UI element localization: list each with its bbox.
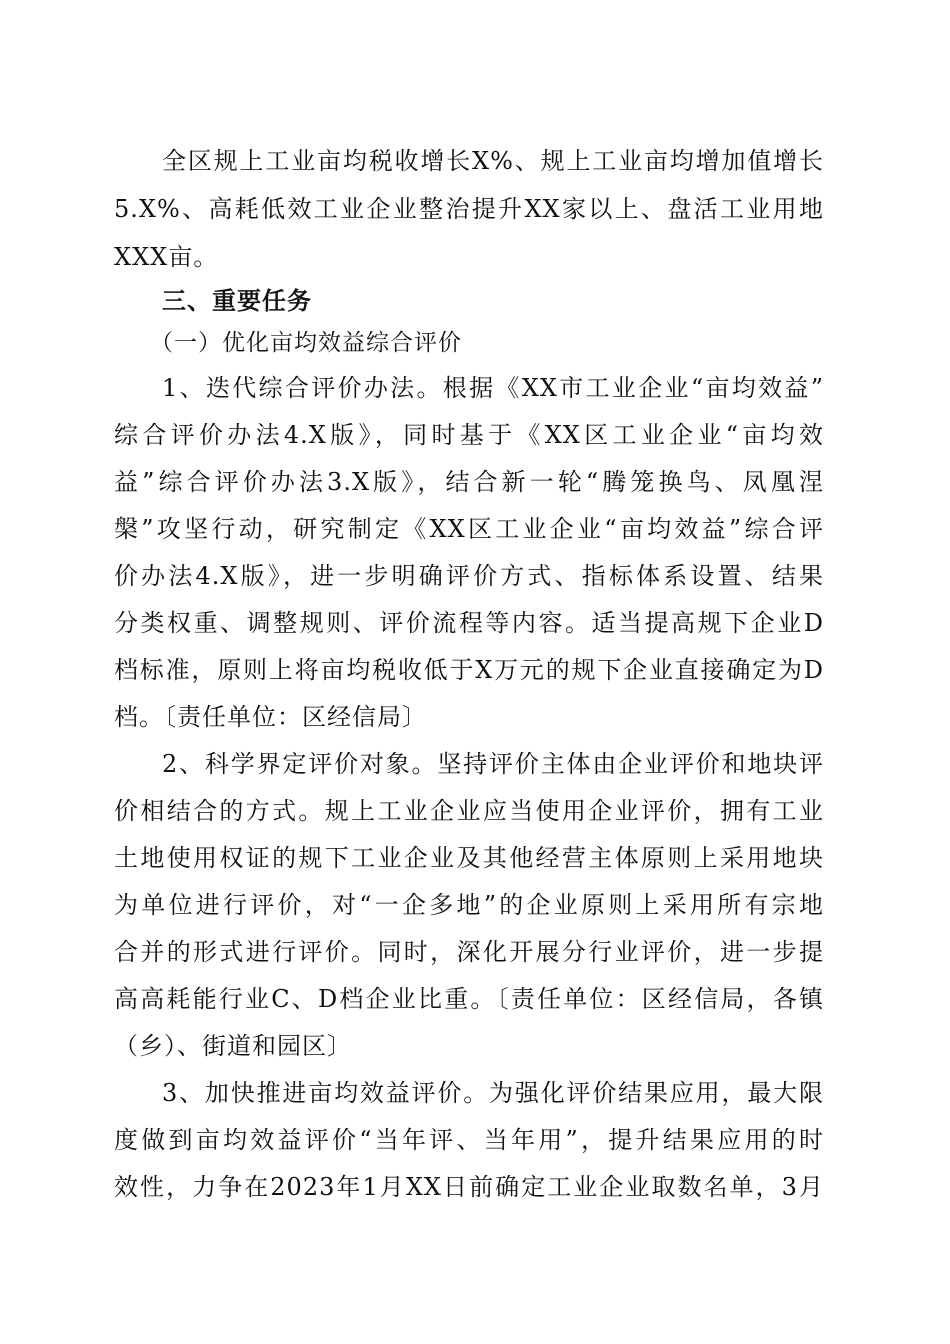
paragraph-line: 价相结合的方式。规上工业企业应当使用企业评价，拥有工业 — [114, 797, 824, 825]
paragraph-line: 合并的形式进行评价。同时，深化开展分行业评价，进一步提 — [114, 938, 824, 966]
paragraph-line: 效性，力争在2023年1月XX日前确定工业企业取数名单，3月 — [114, 1173, 824, 1201]
paragraph-line: 槃”攻坚行动，研究制定《XX区工业企业“亩均效益”综合评 — [114, 515, 824, 543]
paragraph-line: 益”综合评价办法3.X版》，结合新一轮“腾笼换鸟、凤凰涅 — [114, 468, 824, 496]
paragraph-line: 为单位进行评价，对“一企多地”的企业原则上采用所有宗地 — [114, 891, 824, 919]
subsection-heading: （一）优化亩均效益综合评价 — [150, 330, 462, 356]
paragraph-line: 土地使用权证的规下工业企业及其他经营主体原则上采用地块 — [114, 844, 824, 872]
paragraph-line: 价办法4.X版》，进一步明确评价方式、指标体系设置、结果 — [114, 562, 824, 590]
section-heading: 三、重要任务 — [162, 287, 312, 315]
paragraph-line: （乡）、街道和园区〕 — [114, 1032, 352, 1060]
paragraph-line: 3、加快推进亩均效益评价。为强化评价结果应用，最大限 — [162, 1079, 824, 1107]
paragraph-line: 1、迭代综合评价办法。根据《XX市工业企业“亩均效益” — [162, 374, 824, 402]
paragraph-line: 综合评价办法4.X版》，同时基于《XX区工业企业“亩均效 — [114, 421, 824, 449]
paragraph-line: 5.X%、高耗低效工业企业整治提升XX家以上、盘活工业用地 — [114, 195, 824, 223]
paragraph-line: 档标准，原则上将亩均税收低于X万元的规下企业直接确定为D — [114, 656, 824, 684]
paragraph-line: 分类权重、调整规则、评价流程等内容。适当提高规下企业D — [114, 609, 824, 637]
paragraph-line: 2、科学界定评价对象。坚持评价主体由企业评价和地块评 — [162, 750, 824, 778]
paragraph-line: XXX亩。 — [114, 243, 219, 271]
paragraph-line: 度做到亩均效益评价“当年评、当年用”，提升结果应用的时 — [114, 1126, 824, 1154]
paragraph-line: 档。〔责任单位：区经信局〕 — [114, 703, 427, 731]
paragraph-line: 高高耗能行业C、D档企业比重。〔责任单位：区经信局，各镇 — [114, 985, 824, 1013]
paragraph-line: 全区规上工业亩均税收增长X%、规上工业亩均增加值增长 — [162, 147, 824, 175]
